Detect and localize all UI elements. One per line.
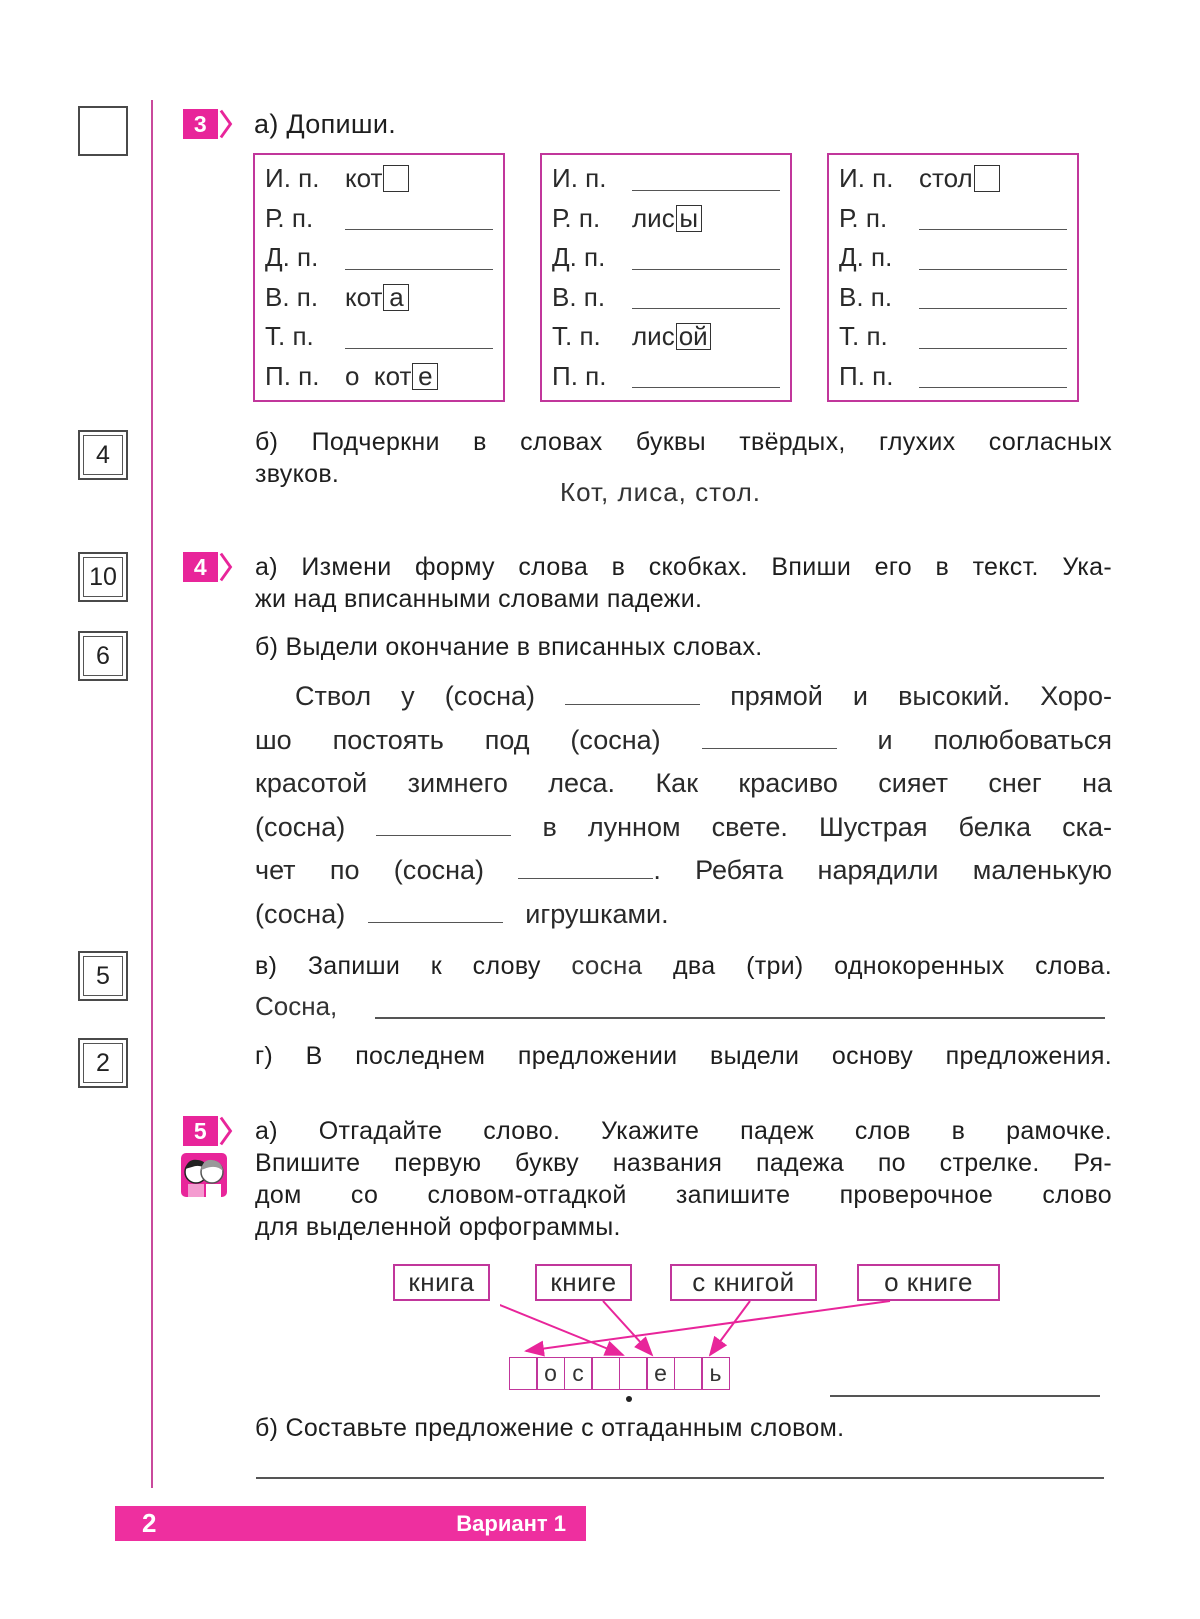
task-4a-line1: а) Измени форму слова в скобках. Впиши его в текст. Ука- xyxy=(255,553,1112,581)
task-3a-label: а) Допиши. xyxy=(254,109,397,139)
task-5a-line3: дом со словом-отгадкой запишите проверочное слово xyxy=(255,1181,1112,1209)
letter-cell[interactable] xyxy=(591,1357,620,1390)
answer-blank[interactable] xyxy=(632,246,780,270)
word-box-s-knigoi: с книгой xyxy=(670,1264,817,1301)
case-row xyxy=(552,238,780,278)
task-3b-line1: б) Подчеркни в словах буквы твёрдых, глухих согласных xyxy=(255,428,1112,456)
ending-box: е xyxy=(412,363,438,390)
answer-blank[interactable] xyxy=(919,364,1067,388)
case-table-lisa xyxy=(540,153,792,402)
variant-label: Вариант 1 xyxy=(456,1510,566,1536)
case-label: П. п. xyxy=(839,360,894,391)
case-row xyxy=(839,317,1067,357)
case-row xyxy=(552,199,780,239)
letter-cell: е xyxy=(646,1357,675,1390)
letter-cell[interactable] xyxy=(674,1357,703,1390)
arrow-s-knigoi xyxy=(710,1301,750,1355)
word-box-kniga: книга xyxy=(393,1264,490,1301)
chevron-right-icon xyxy=(218,552,233,582)
score-box-4c[interactable]: 5 xyxy=(78,951,128,1001)
answer-blank[interactable] xyxy=(632,285,780,309)
children-pair-icon xyxy=(180,1152,228,1198)
task-5b-label: б) Составьте предложение с отгаданным словом. xyxy=(255,1414,845,1442)
letter-cell: с xyxy=(564,1357,593,1390)
task-4c-label: в) Запиши к слову сосна два (три) однокоренных слова. xyxy=(255,950,1112,980)
case-word: стол xyxy=(919,163,973,194)
case-word: кот xyxy=(345,163,383,194)
task-3b-line2: звуков. xyxy=(255,460,340,488)
answer-blank[interactable] xyxy=(702,727,837,749)
answer-blank[interactable] xyxy=(919,206,1067,230)
case-row xyxy=(839,159,1067,199)
task-3-badge: 3 xyxy=(183,109,233,139)
letter-cell: о xyxy=(536,1357,565,1390)
case-row xyxy=(265,238,493,278)
case-row xyxy=(839,278,1067,318)
case-word: кот xyxy=(345,281,383,312)
case-label: Д. п. xyxy=(839,242,893,273)
score-box-3b[interactable]: 4 xyxy=(78,430,128,480)
case-row xyxy=(265,357,493,397)
case-row xyxy=(839,357,1067,397)
case-row xyxy=(265,317,493,357)
answer-blank[interactable] xyxy=(376,814,511,836)
task-4d-label: г) В последнем предложении выдели основу предложения. xyxy=(255,1042,1112,1070)
case-label: В. п. xyxy=(839,281,893,312)
orthogram-dot xyxy=(626,1396,632,1402)
margin-line xyxy=(151,100,153,1488)
case-label: И. п. xyxy=(265,163,320,194)
task-5-badge: 5 xyxy=(183,1116,233,1146)
case-label: П. п. xyxy=(552,360,607,391)
score-box-4d[interactable]: 2 xyxy=(78,1038,128,1088)
case-label: И. п. xyxy=(839,163,894,194)
arrow-o-knige xyxy=(526,1301,890,1351)
check-word-line[interactable] xyxy=(830,1395,1100,1397)
answer-blank[interactable] xyxy=(368,901,503,923)
case-label: Д. п. xyxy=(265,242,319,273)
word-box-o-knige: о книге xyxy=(857,1264,1000,1301)
task-5a-line2: Впишите первую букву названия падежа по стрелке. Ря- xyxy=(255,1149,1112,1177)
case-row xyxy=(265,159,493,199)
task-4c-answer-line[interactable] xyxy=(375,1017,1105,1019)
task-3b-words: Кот, лиса, стол. xyxy=(560,477,762,507)
task-5a-line4: для выделенной орфограммы. xyxy=(255,1213,621,1241)
case-row xyxy=(839,238,1067,278)
task-4c-answer-start: Сосна, xyxy=(255,991,338,1021)
ending-box[interactable] xyxy=(974,165,1000,192)
arrow-knige xyxy=(603,1301,652,1355)
arrows xyxy=(500,1300,1000,1360)
case-row xyxy=(265,199,493,239)
answer-blank[interactable] xyxy=(919,285,1067,309)
chevron-right-icon xyxy=(218,109,233,139)
case-label: Р. п. xyxy=(552,202,601,233)
case-label: Р. п. xyxy=(839,202,888,233)
task-4-badge: 4 xyxy=(183,552,233,582)
ending-box: а xyxy=(383,284,409,311)
answer-blank[interactable] xyxy=(919,246,1067,270)
case-row xyxy=(552,159,780,199)
case-label: Т. п. xyxy=(552,321,601,352)
case-word: лис xyxy=(632,202,675,233)
task-5a-line1: а) Отгадайте слово. Укажите падеж слов в рамочке. xyxy=(255,1117,1112,1145)
case-word: лис xyxy=(632,321,675,352)
score-box-3[interactable] xyxy=(78,106,128,156)
case-table-kot xyxy=(253,153,505,402)
case-label: Д. п. xyxy=(552,242,606,273)
ending-box: ы xyxy=(676,205,702,232)
case-row xyxy=(265,278,493,318)
case-word: о кот xyxy=(345,360,412,391)
footer-bar xyxy=(115,1506,586,1541)
answer-blank[interactable] xyxy=(518,857,653,879)
task-4a-line2: жи над вписанными словами падежи. xyxy=(255,585,703,613)
case-row xyxy=(552,278,780,318)
case-row xyxy=(552,317,780,357)
task-4-text: Ствол у (сосна) прямой и высокий. Хоро- шо постоять под (сосна) и полюбоваться красотой зимнего леса. Как красиво сияет снег на (сосна) в лунном свете. Шустрая белка ска- чет по (сосна) . Ребята нарядили маленькую (сосна) игрушками. xyxy=(255,681,1112,929)
ending-box[interactable] xyxy=(383,165,409,192)
answer-blank[interactable] xyxy=(345,206,493,230)
ending-box: ой xyxy=(676,323,711,350)
letter-cell[interactable] xyxy=(509,1357,538,1390)
letter-cell: ь xyxy=(701,1357,730,1390)
case-table-stol xyxy=(827,153,1079,402)
case-label: В. п. xyxy=(552,281,606,312)
score-box-4a[interactable]: 10 xyxy=(78,552,128,602)
word-box-knige: книге xyxy=(535,1264,632,1301)
letter-cells xyxy=(510,1357,730,1390)
case-label: П. п. xyxy=(265,360,320,391)
sentence-line[interactable] xyxy=(256,1477,1104,1479)
case-row xyxy=(552,357,780,397)
answer-blank[interactable] xyxy=(632,364,780,388)
answer-blank[interactable] xyxy=(345,325,493,349)
letter-cell[interactable] xyxy=(619,1357,648,1390)
answer-blank[interactable] xyxy=(345,246,493,270)
case-label: В. п. xyxy=(265,281,319,312)
answer-blank[interactable] xyxy=(919,325,1067,349)
case-label: Т. п. xyxy=(839,321,888,352)
answer-blank[interactable] xyxy=(632,167,780,191)
case-label: И. п. xyxy=(552,163,607,194)
case-label: Т. п. xyxy=(265,321,314,352)
answer-blank[interactable] xyxy=(565,683,700,705)
chevron-right-icon xyxy=(218,1116,233,1146)
page-number: 2 xyxy=(142,1508,157,1538)
task-4b-label: б) Выдели окончание в вписанных словах. xyxy=(255,633,763,661)
case-label: Р. п. xyxy=(265,202,314,233)
score-box-4b[interactable]: 6 xyxy=(78,631,128,681)
case-row xyxy=(839,199,1067,239)
